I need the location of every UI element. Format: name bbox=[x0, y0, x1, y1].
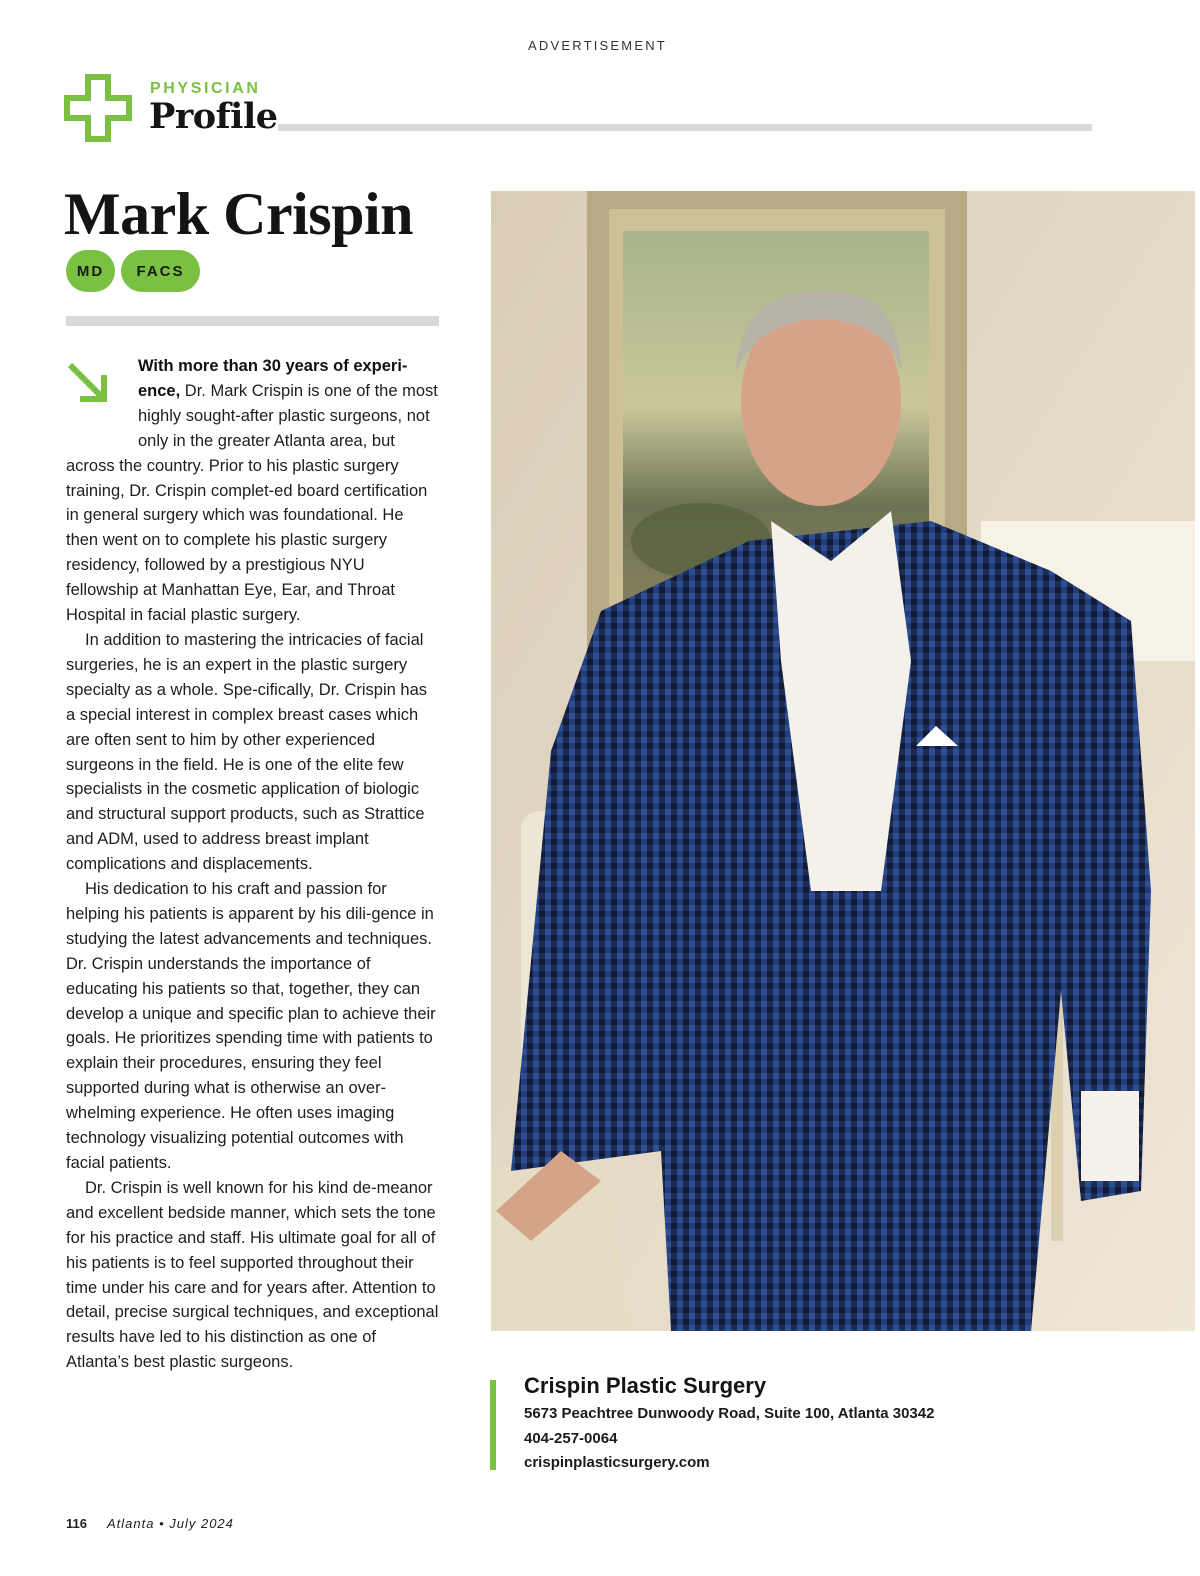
article-paragraph-1: With more than 30 years of experi-ence, Dr. Mark Crispin is one of the most highly sought-after plastic surgeons, not only in the greater Atlanta area, but across the country. Prior to his plastic surgery training, Dr. Crispin complet-ed board certification in general surgery which was foundational. He then went on to complete his plastic surgery residency, followed by a prestigious NYU fellowship at Manhattan Eye, Ear, and Throat Hospital in facial plastic surgery. bbox=[66, 357, 438, 625]
practice-address: 5673 Peachtree Dunwoody Road, Suite 100, Atlanta 30342 bbox=[524, 1404, 935, 1422]
credential-badge-md: MD bbox=[66, 250, 115, 292]
page-number: 116 bbox=[66, 1516, 87, 1531]
medical-cross-icon bbox=[64, 74, 132, 142]
practice-name: Crispin Plastic Surgery bbox=[524, 1373, 767, 1398]
article-paragraph-2: In addition to mastering the intricacies of facial surgeries, he is an expert in the plastic surgery specialty as a whole. Spe-cifically, Dr. Crispin has a special interest in complex breast cases which are often sent to him by other experienced surgeons in the field. He is one of the elite few specialists in the cosmetic application of biologic and structural support products, such as Strattice and ADM, used to address breast implant complications and displacements. bbox=[66, 630, 428, 874]
physician-name: Mark Crispin bbox=[64, 181, 414, 247]
contact-block bbox=[524, 1371, 934, 1476]
publication-issue: Atlanta • July 2024 bbox=[106, 1516, 234, 1531]
article-paragraph-4: Dr. Crispin is well known for his kind de-meanor and excellent bedside manner, which sets the tone for his practice and staff. His ultimate goal for all of his patients is to feel supported throughout their time under his care and for years after. Attention to detail, precise surgical techniques, and exceptional results have led to his distinction as one of Atlanta’s best plastic surgeons. bbox=[66, 1178, 439, 1372]
article-lead-in: With more than 30 years of experi-ence, bbox=[138, 357, 408, 400]
practice-phone[interactable]: 404-257-0064 bbox=[524, 1429, 618, 1447]
section-kicker: PHYSICIAN bbox=[150, 80, 261, 97]
practice-website[interactable]: crispinplasticsurgery.com bbox=[524, 1454, 710, 1472]
advertisement-label: ADVERTISEMENT bbox=[528, 38, 667, 53]
section-title: Profile bbox=[149, 96, 278, 137]
article-paragraph-3: His dedication to his craft and passion for helping his patients is apparent by his dili-gence in studying the latest advancements and techniques. Dr. Crispin understands the importance of educating his patients so that, together, they can develop a unique and specific plan to achieve their goals. He prioritizes spending time with patients to explain their procedures, ensuring they feel supported during what is otherwise an over-whelming experience. He often uses imaging technology visualizing potential outcomes with facial patients. bbox=[66, 880, 436, 1172]
page-footer bbox=[66, 1516, 234, 1531]
header-divider bbox=[278, 124, 1092, 131]
credential-badge-facs: FACS bbox=[121, 250, 200, 292]
contact-accent-bar bbox=[490, 1380, 496, 1470]
name-divider bbox=[66, 316, 439, 326]
article-body bbox=[66, 354, 440, 1375]
physician-portrait bbox=[491, 191, 1195, 1331]
